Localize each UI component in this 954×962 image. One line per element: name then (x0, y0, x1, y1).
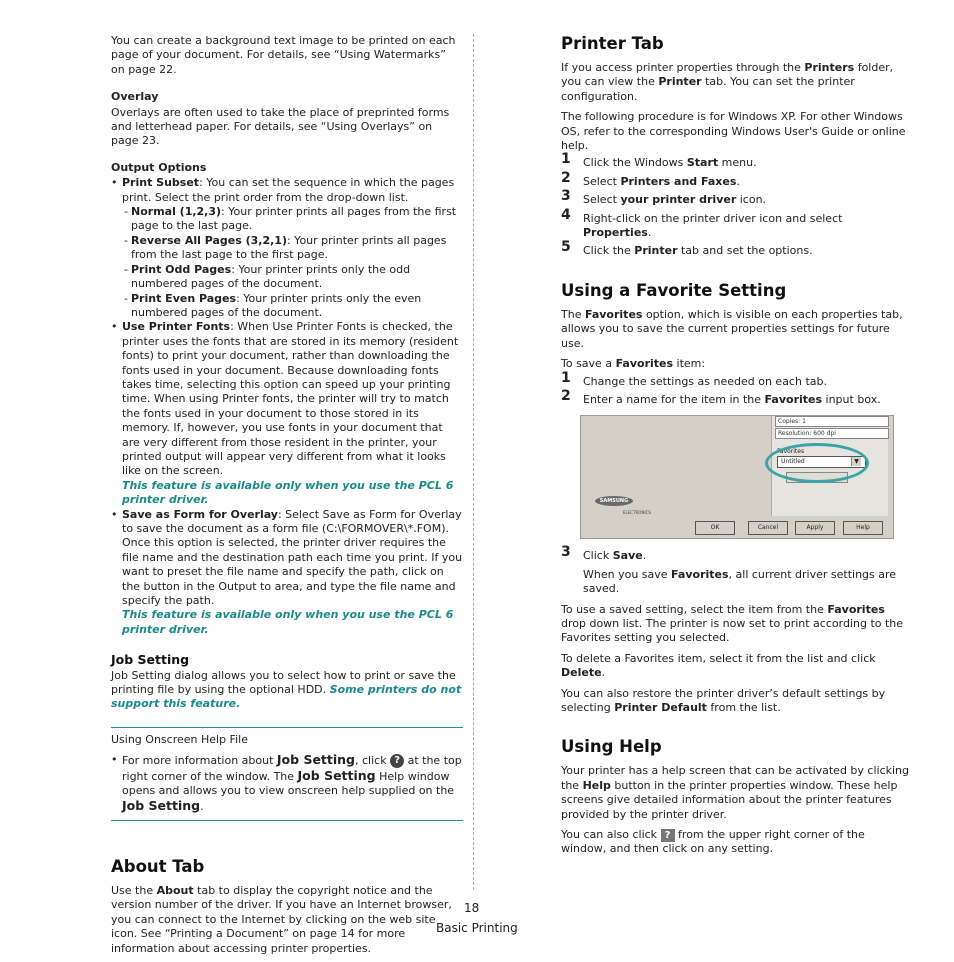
step-item: 4 Right-click on the printer driver icon and select Properties. (561, 206, 843, 240)
step-item: 5 Click the Printer tab and set the options. (561, 239, 813, 258)
footer-section: Basic Printing (436, 921, 518, 935)
favorite-heading: Using a Favorite Setting (561, 280, 787, 300)
help-note-box (111, 727, 463, 821)
output-options-heading: Output Options (111, 160, 207, 174)
favorite-paragraph-2: To save a Favorites item: (561, 357, 706, 371)
help-icon[interactable]: ? (661, 829, 675, 842)
print-subset-item: • Print Subset: You can set the sequence in which the pages print. Select the print order from the drop-down list. (111, 176, 463, 205)
ok-button[interactable]: OK (695, 521, 735, 535)
printer-paragraph-2: The following procedure is for Windows XP. For other Windows OS, refer to the corresponding Windows User's Guide or online help. (561, 110, 906, 153)
resolution-row: Resolution: 600 dpi (775, 428, 889, 439)
help-button[interactable]: Help (843, 521, 883, 535)
save-form-item: • Save as Form for Overlay: Select Save as Form for Overlay to save the document as a form file (C:\FORMOVER\*.FOM). Once this option is selected, the printer driver requires the file name and the destination path each time you print. If you want to preset the file name and specify the path, click on the button in the Output to area, and type the file name and specify the path. (111, 508, 463, 609)
help-paragraph-1: Your printer has a help screen that can be activated by clicking the Help button in the printer properties window. These help screens give detailed information about the printer features provided by the printer driver. (561, 764, 910, 821)
pcl6-note: This feature is available only when you use the PCL 6 printer driver. (122, 478, 454, 507)
favorite-paragraph-4: To delete a Favorites item, select it from the list and click Delete. (561, 651, 876, 680)
sub-item: - Reverse All Pages (3,2,1): Your printer prints all pages from the last page to the first page. (124, 233, 447, 262)
samsung-logo: SAMSUNG (595, 496, 633, 506)
left-column (111, 34, 463, 962)
using-help-heading: Using Help (561, 737, 662, 757)
about-paragraph: Use the About tab to display the copyright notice and the version number of the driver. If you have an Internet browser, you can connect to the Internet by clicking on the web site icon. See “Printing a Document” on page 14 for more information about accessing printer properties. (111, 883, 452, 955)
printer-paragraph-1: If you access printer properties through the Printers folder, you can view the Printer tab. You can set the printer configuration. (561, 61, 894, 103)
favorites-label: Favorites (777, 448, 805, 456)
sub-item: - Print Even Pages: Your printer prints only the even numbered pages of the document. (124, 291, 422, 319)
intro-paragraph: You can create a background text image to be printed on each page of your document. For details, see “Using Watermarks” on page 22. (111, 34, 456, 76)
overlay-paragraph: Overlays are often used to take the place of preprinted forms and letterhead paper. For details, see “Using Overlays” on page 23. (111, 105, 450, 148)
help-note-title: Using Onscreen Help File (111, 732, 248, 746)
step-item: 3 Click Save. (561, 544, 647, 563)
printer-tab-heading: Printer Tab (561, 34, 664, 53)
sub-item: - Normal (1,2,3): Your printer prints all pages from the first page to the last page. (124, 205, 457, 233)
step-item: 2 Select Printers and Faxes. (561, 169, 740, 188)
job-setting-paragraph: Job Setting dialog allows you to select how to print or save the printing file by using the optional HDD. Some printers do not support this feature. (111, 668, 462, 711)
column-divider (473, 34, 474, 890)
cancel-button[interactable]: Cancel (748, 521, 788, 535)
favorite-paragraph-1: The Favorites option, which is visible on each properties tab, allows you to save the current properties settings for future use. (561, 307, 903, 350)
favorites-screenshot (580, 415, 894, 539)
apply-button[interactable]: Apply (795, 521, 835, 535)
pcl6-note: This feature is available only when you use the PCL 6 printer driver. (122, 608, 454, 636)
favorites-input[interactable]: Untitled (777, 456, 866, 468)
help-icon[interactable]: ? (390, 754, 404, 768)
about-tab-heading: About Tab (111, 856, 205, 876)
copies-row: Copies: 1 (775, 416, 889, 427)
favorite-paragraph-3: To use a saved setting, select the item from the Favorites drop down list. The printer is now set to print according to the Favorites setting you selected. (561, 602, 904, 645)
job-setting-heading: Job Setting (111, 652, 190, 668)
chevron-down-icon[interactable]: ▼ (851, 457, 861, 466)
page-number: 18 (464, 901, 480, 915)
logo-subtitle: ELECTRONICS (623, 510, 651, 516)
save-note: When you save Favorites, all current driver settings are saved. (583, 567, 897, 596)
help-note-item: • For more information about Job Setting, click ? at the top right corner of the window. The Job Setting Help window opens and allows you to view onscreen help supplied on the Job Setting. (111, 753, 463, 814)
overlay-heading: Overlay (111, 90, 159, 104)
step-item: 1 Click the Windows Start menu. (561, 151, 757, 170)
right-column (561, 34, 913, 863)
step-item: 3 Select your printer driver icon. (561, 188, 767, 207)
step-item: 2 Enter a name for the item in the Favorites input box. (561, 387, 881, 406)
sub-item: - Print Odd Pages: Your printer prints only the odd numbered pages of the document. (124, 262, 411, 291)
printer-fonts-item: • Use Printer Fonts: When Use Printer Fonts is checked, the printer uses the fonts that are stored in its memory (resident fonts) to print your document, rather than downloading the fonts used in your document. Because downloading fonts takes time, selecting this option can speed up your printing time. When using Printer fonts, the printer will try to match the fonts used in your document to those stored in its memory. If, however, you use fonts in your document that are very different from those resident in the printer, your printed output will appear very different from what it looks like on the screen. (111, 320, 463, 478)
step-item: 1 Change the settings as needed on each tab. (561, 369, 827, 388)
help-paragraph-2: You can also click ? from the upper right corner of the window, and then click on any setting. (561, 828, 865, 856)
favorite-paragraph-5: You can also restore the printer driver’s default settings by selecting Printer Default from the list. (561, 686, 886, 714)
